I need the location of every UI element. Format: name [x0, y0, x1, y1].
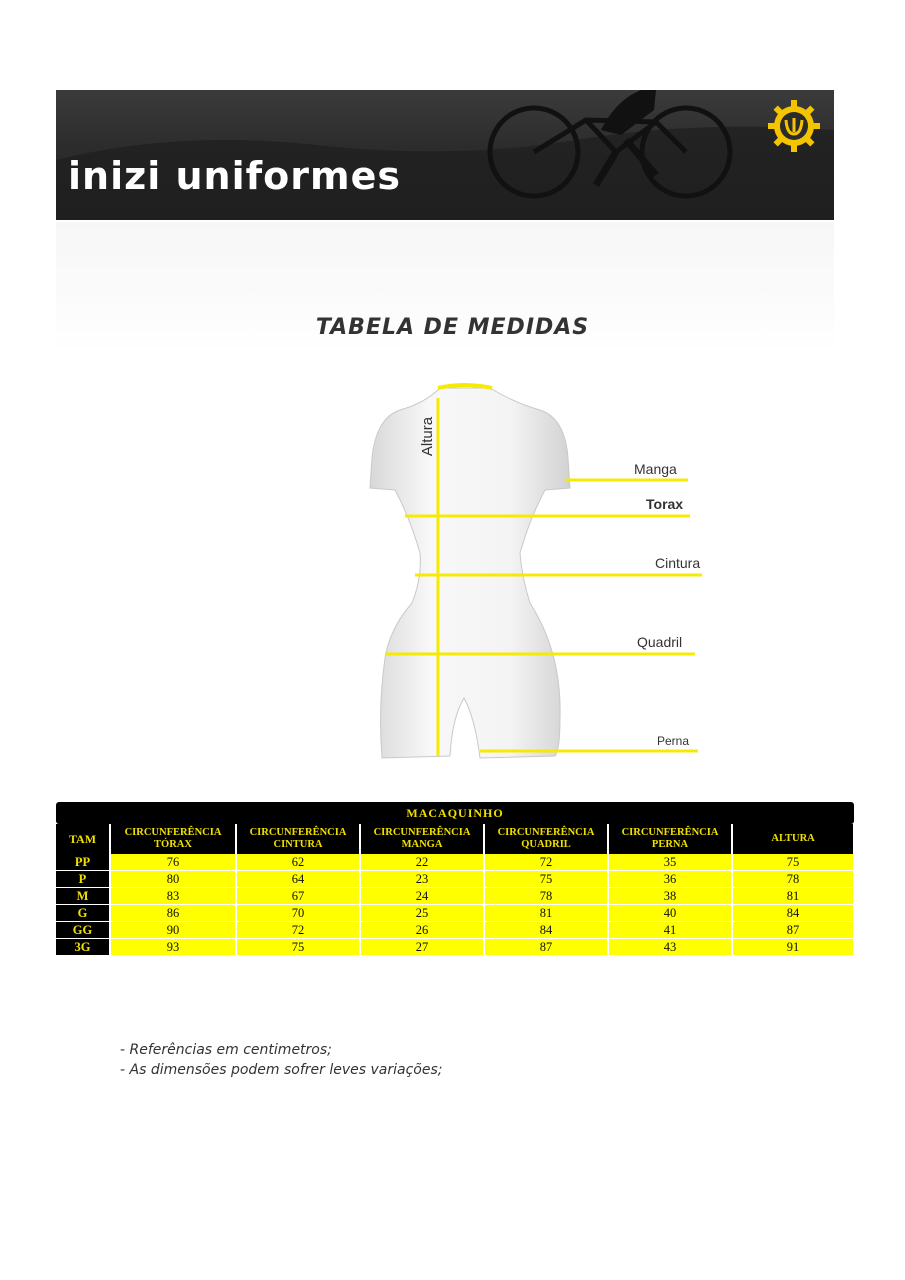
page-title: TABELA DE MEDIDAS: [315, 315, 590, 340]
label-perna: Perna: [657, 734, 690, 748]
table-cell: 93: [110, 939, 236, 956]
table-row: [56, 871, 854, 888]
table-cell: 87: [732, 922, 854, 939]
table-row: [56, 905, 854, 922]
column-header: CIRCUNFERÊNCIA CINTURA: [236, 824, 360, 854]
table-cell: 84: [732, 905, 854, 922]
table-cell: 83: [110, 888, 236, 905]
table-cell: 26: [360, 922, 484, 939]
table-header: [56, 824, 854, 854]
label-manga: Manga: [634, 461, 677, 477]
size-cell: G: [56, 905, 110, 922]
size-cell: PP: [56, 854, 110, 871]
label-cintura: Cintura: [655, 555, 701, 571]
table-cell: 72: [236, 922, 360, 939]
gear-logo-icon: [768, 100, 820, 152]
table-row: [56, 922, 854, 939]
mannequin-diagram: [340, 378, 720, 768]
table-cell: 87: [484, 939, 608, 956]
table-caption: MACAQUINHO: [56, 802, 854, 824]
table-cell: 24: [360, 888, 484, 905]
column-header: CIRCUNFERÊNCIA QUADRIL: [484, 824, 608, 854]
note-item: - Referências em centimetros;: [120, 1042, 332, 1058]
table-cell: 23: [360, 871, 484, 888]
table-cell: 91: [732, 939, 854, 956]
table-cell: 72: [484, 854, 608, 871]
column-header: TAM: [56, 824, 110, 854]
table-row: [56, 888, 854, 905]
note-item: - As dimensões podem sofrer leves variações;: [120, 1062, 443, 1078]
table-cell: 70: [236, 905, 360, 922]
table-cell: 43: [608, 939, 732, 956]
table-cell: 35: [608, 854, 732, 871]
table-cell: 41: [608, 922, 732, 939]
table-cell: 84: [484, 922, 608, 939]
column-header: ALTURA: [732, 824, 854, 854]
table-cell: 75: [732, 854, 854, 871]
header-banner: [56, 90, 834, 220]
brand-name: inizi uniformes: [68, 154, 401, 198]
table-cell: 62: [236, 854, 360, 871]
table-cell: 78: [732, 871, 854, 888]
size-cell: 3G: [56, 939, 110, 956]
table-cell: 75: [236, 939, 360, 956]
table-cell: 81: [484, 905, 608, 922]
table-cell: 86: [110, 905, 236, 922]
table-cell: 76: [110, 854, 236, 871]
table-cell: 27: [360, 939, 484, 956]
table-cell: 22: [360, 854, 484, 871]
label-torax: Torax: [646, 496, 684, 512]
size-cell: M: [56, 888, 110, 905]
column-header: CIRCUNFERÊNCIA TÓRAX: [110, 824, 236, 854]
size-cell: GG: [56, 922, 110, 939]
table-cell: 36: [608, 871, 732, 888]
size-table: [56, 802, 855, 956]
table-row: [56, 854, 854, 871]
table-cell: 67: [236, 888, 360, 905]
size-cell: P: [56, 871, 110, 888]
table-cell: 80: [110, 871, 236, 888]
table-cell: 38: [608, 888, 732, 905]
notes: [120, 1040, 442, 1080]
mannequin-body: [370, 388, 570, 758]
table-cell: 78: [484, 888, 608, 905]
table-cell: 81: [732, 888, 854, 905]
table-cell: 40: [608, 905, 732, 922]
table-cell: 64: [236, 871, 360, 888]
column-header: CIRCUNFERÊNCIA PERNA: [608, 824, 732, 854]
table-row: [56, 939, 854, 956]
table-cell: 25: [360, 905, 484, 922]
label-quadril: Quadril: [637, 634, 683, 650]
label-altura: Altura: [419, 416, 437, 457]
table-cell: 75: [484, 871, 608, 888]
column-header: CIRCUNFERÊNCIA MANGA: [360, 824, 484, 854]
table-cell: 90: [110, 922, 236, 939]
